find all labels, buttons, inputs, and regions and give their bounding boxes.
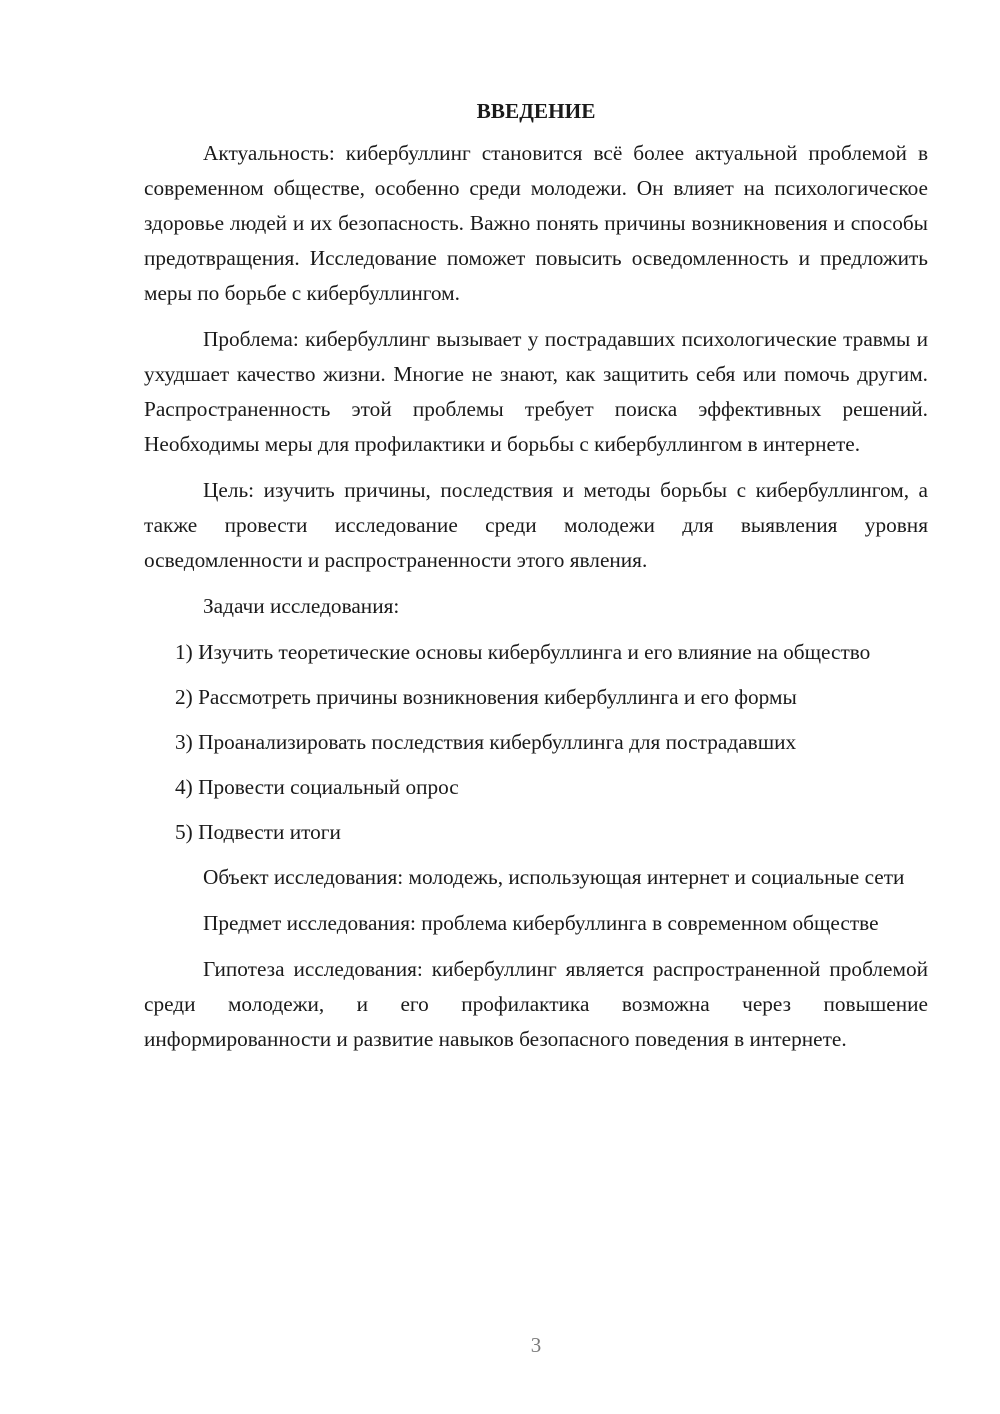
object-paragraph: Объект исследования: молодежь, использующая интернет и социальные сети: [203, 865, 905, 889]
tasks-list: [144, 635, 928, 850]
task-item-1: 1) Изучить теоретические основы кибербуллинга и его влияние на общество: [175, 640, 871, 664]
page-body: [144, 96, 928, 1068]
page-title: ВВЕДЕНИЕ: [476, 99, 596, 123]
tasks-heading: Задачи исследования:: [203, 594, 400, 618]
task-item-2: 2) Рассмотреть причины возникновения кибербуллинга и его формы: [175, 685, 797, 709]
goal-paragraph: Цель: изучить причины, последствия и методы борьбы с кибербуллингом, а также провести исследование среди молодежи для выявления уровня осведомленности и распространенности этого явления.: [144, 478, 928, 572]
relevance-paragraph: Актуальность: кибербуллинг становится всё более актуальной проблемой в современном обществе, особенно среди молодежи. Он влияет на психологическое здоровье людей и их безопасность. Важно понять причины возникновения и способы предотвращения. Исследование поможет повысить осведомленность и предложить меры по борьбе с кибербуллингом.: [144, 141, 928, 305]
subject-paragraph: Предмет исследования: проблема кибербуллинга в современном обществе: [203, 911, 879, 935]
page-number: 3: [530, 1333, 542, 1357]
task-item-5: 5) Подвести итоги: [175, 820, 341, 844]
hypothesis-paragraph: Гипотеза исследования: кибербуллинг является распространенной проблемой среди молодежи, и его профилактика возможна через повышение информированности и развитие навыков безопасного поведения в интернете.: [144, 957, 928, 1051]
task-item-3: 3) Проанализировать последствия кибербуллинга для пострадавших: [175, 730, 797, 754]
problem-paragraph: Проблема: кибербуллинг вызывает у пострадавших психологические травмы и ухудшает качество жизни. Многие не знают, как защитить себя или помочь другим. Распространенность этой проблемы требует поиска эффективных решений. Необходимы меры для профилактики и борьбы с кибербуллингом в интернете.: [144, 327, 928, 456]
task-item-4: 4) Провести социальный опрос: [175, 775, 459, 799]
